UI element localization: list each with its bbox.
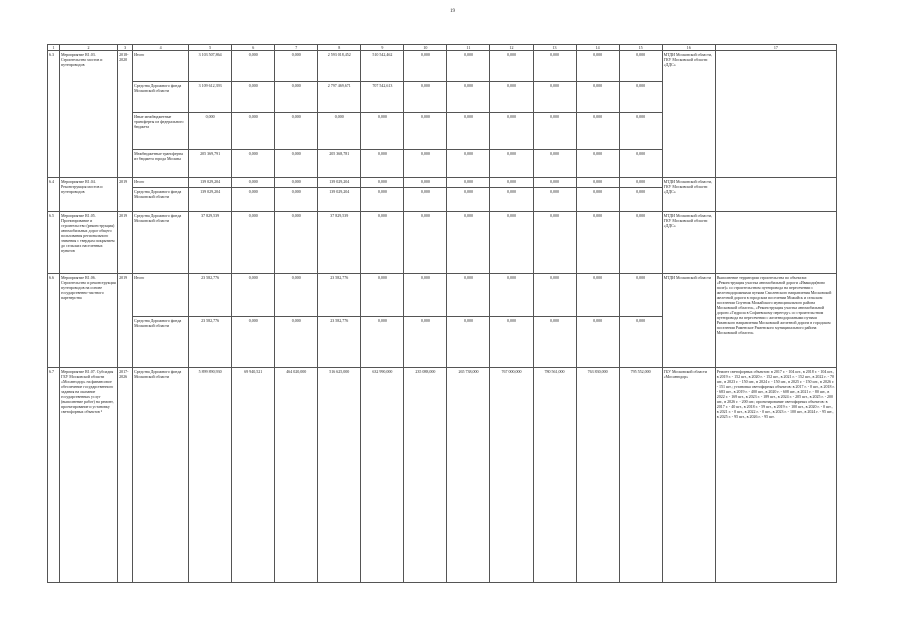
funding-value: 0,000 (533, 51, 576, 82)
activity-years: 2019 (118, 274, 133, 368)
funding-source: Иные межбюджетные трансферты из федерального бюджета (133, 113, 189, 150)
funding-value: 0,000 (576, 188, 619, 212)
column-number: 11 (447, 45, 490, 51)
funding-value: 0,000 (619, 317, 662, 368)
column-number: 6 (232, 45, 275, 51)
funding-value: 0,000 (232, 51, 275, 82)
funding-source: Средства Дорожного фонда Московской области (133, 188, 189, 212)
column-number: 14 (576, 45, 619, 51)
page-number: 19 (450, 9, 455, 14)
funding-value: 0,000 (447, 82, 490, 113)
funding-value: 0,000 (361, 113, 404, 150)
column-number: 5 (189, 45, 232, 51)
funding-value: 0,000 (576, 212, 619, 274)
funding-source: Итого (133, 51, 189, 82)
responsible-executor: МТДИ Московской области (662, 274, 715, 368)
funding-value: 0,000 (404, 150, 447, 178)
funding-value: 0,000 (533, 212, 576, 274)
activity-number: 6.7 (48, 368, 60, 583)
funding-value: 23 582,776 (189, 317, 232, 368)
funding-value: 0,000 (447, 51, 490, 82)
column-number: 7 (275, 45, 318, 51)
funding-value: 0,000 (361, 212, 404, 274)
funding-value: 0,000 (533, 178, 576, 188)
funding-value: 205 369,791 (189, 150, 232, 178)
expected-result: Выполнение территории строительства по объектам: «Реконструкция участка автомобильной дороги «Ивакиди(ново поле)» со строительством путепровода на пересечении с железнодорожными путями Смоленского направления Московской железной дороги в городском поселении Можайск и сельском поселении Спутник Можайского муниципального района Московской области», «Реконструкция участка автомобильной дороги «Гидрола в Софиевскому переезду» со строительством путепровода на пересечении с железнодорожными путями Рязанского направления Московской железной дороги в городском поселении Раменское Раменского муниципального района Московской области» (715, 274, 836, 368)
activity-years: 2018-2020 (118, 51, 133, 178)
funding-value: 0,000 (619, 82, 662, 113)
column-number: 4 (133, 45, 189, 51)
expected-result (715, 51, 836, 178)
funding-value: 763 830,000 (576, 368, 619, 583)
funding-value: 0,000 (275, 274, 318, 317)
funding-value: 0,000 (533, 274, 576, 317)
funding-value: 139 029,204 (318, 178, 361, 188)
funding-value: 3 103 507,864 (189, 51, 232, 82)
column-number: 13 (533, 45, 576, 51)
funding-value: 795 552,000 (619, 368, 662, 583)
funding-value: 0,000 (275, 82, 318, 113)
funding-value: 0,000 (361, 150, 404, 178)
funding-value: 0,000 (232, 188, 275, 212)
funding-value: 0,000 (404, 317, 447, 368)
funding-value: 0,000 (533, 317, 576, 368)
funding-value: 0,000 (576, 150, 619, 178)
activity-number: 6.4 (48, 178, 60, 212)
funding-value: 2 593 018,452 (318, 51, 361, 82)
funding-value: 0,000 (576, 113, 619, 150)
expected-result (715, 178, 836, 212)
funding-value: 0,000 (490, 178, 533, 188)
funding-value: 0,000 (490, 51, 533, 82)
funding-source: Межбюджетные трансферты из бюджета города Москвы (133, 150, 189, 178)
funding-value: 0,000 (275, 188, 318, 212)
funding-value: 0,000 (275, 51, 318, 82)
expected-result: Ремонт светофорных объектов: в 2017 г. - 104 шт., в 2018 г. - 104 шт., в 2019 г. - 152 шт., в 2020 г. - 152 шт., в 2021 г. - 152 шт., в 2022 г. - 70 шт., в 2023 г. - 150 шт., в 2024 г. - 150 шт., в 2025 г. - 150 шт., в 2026 г. - 151 шт.; установка светофорных объектов: в 2017 г. - 0 шт., в 2018 г. - 683 шт., в 2019 г. - 400 шт., в 2020 г. - 608 шт., в 2021 г. - 80 шт., в 2022 г. - 169 шт., в 2023 г. - 189 шт., в 2024 г. - 205 шт., в 2025 г. - 200 шт., в 2026 г. - 200 шт.; проектирование светофорных объектов: в 2017 г. - 40 шт., в 2018 г. - 59 шт., в 2019 г. - 100 шт., в 2020 г. - 0 шт., в 2021 г. - 0 шт., в 2022 г. - 0 шт., в 2023 г. - 100 шт., в 2024 г. - 95 шт., в 2025 г. - 95 шт., в 2026 г. - 95 шт. (715, 368, 836, 583)
funding-value: 516 625,000 (318, 368, 361, 583)
funding-value: 0,000 (533, 150, 576, 178)
funding-value: 0,000 (576, 51, 619, 82)
funding-value: 0,000 (619, 150, 662, 178)
funding-value: 0,000 (404, 188, 447, 212)
column-number: 16 (662, 45, 715, 51)
funding-value: 0,000 (447, 113, 490, 150)
funding-value: 0,000 (361, 188, 404, 212)
responsible-executor: МТДИ Московской области, ГКУ Московской области «ДДС» (662, 51, 715, 178)
funding-value: 0,000 (490, 113, 533, 150)
funding-value: 0,000 (619, 113, 662, 150)
funding-value: 235 088,000 (404, 368, 447, 583)
funding-value: 0,000 (576, 317, 619, 368)
funding-value: 0,000 (619, 51, 662, 82)
funding-value: 0,000 (619, 188, 662, 212)
funding-value: 205 368,781 (318, 150, 361, 178)
funding-value: 0,000 (447, 317, 490, 368)
funding-source: Средства Дорожного фонда Московской области (133, 212, 189, 274)
funding-value: 0,000 (619, 274, 662, 317)
funding-value: 0,000 (232, 150, 275, 178)
funding-value: 2 797 469,671 (318, 82, 361, 113)
funding-value: 139 029,204 (189, 188, 232, 212)
funding-value: 0,000 (576, 82, 619, 113)
funding-value: 0,000 (232, 113, 275, 150)
column-number: 8 (318, 45, 361, 51)
funding-source: Итого (133, 274, 189, 317)
funding-value: 0,000 (490, 317, 533, 368)
activity-title: Мероприятие R1.06. Строительство и реконструкция путепроводов на основе государственно-частного партнерства (60, 274, 118, 368)
funding-value: 510 542,462 (361, 51, 404, 82)
column-number: 2 (60, 45, 118, 51)
funding-value: 0,000 (490, 274, 533, 317)
funding-value: 707 542,613 (361, 82, 404, 113)
funding-value: 0,000 (404, 113, 447, 150)
funding-value: 0,000 (576, 274, 619, 317)
expected-result (715, 212, 836, 274)
column-number: 10 (404, 45, 447, 51)
responsible-executor: МТДИ Московской области, ГКУ Московской области «ДДС» (662, 178, 715, 212)
funding-value: 0,000 (275, 150, 318, 178)
funding-value: 37 829,539 (318, 212, 361, 274)
funding-value: 23 582,776 (318, 317, 361, 368)
funding-value: 139 029,204 (189, 178, 232, 188)
funding-value: 0,000 (361, 178, 404, 188)
funding-value: 0,000 (447, 274, 490, 317)
funding-source: Средства Дорожного фонда Московской области (133, 82, 189, 113)
activity-years: 2019 (118, 178, 133, 212)
funding-value: 265 738,000 (447, 368, 490, 583)
funding-value: 0,000 (232, 178, 275, 188)
funding-value: 0,000 (447, 212, 490, 274)
activity-title: Мероприятие R1.05. Проектирование и строительство (реконструкция) автомобильных дорог общего пользования регионального значения с твердым покрытием до сельских населенных пунктов (60, 212, 118, 274)
funding-value: 69 940,521 (232, 368, 275, 583)
table-row (48, 368, 837, 583)
funding-value: 0,000 (447, 188, 490, 212)
funding-value: 0,000 (232, 274, 275, 317)
table-row (48, 178, 837, 188)
funding-source: Итого (133, 178, 189, 188)
responsible-executor: ГБУ Московской области «Мосавтодор» (662, 368, 715, 583)
funding-value: 0,000 (232, 82, 275, 113)
funding-value: 0,000 (404, 51, 447, 82)
funding-value: 0,000 (189, 113, 232, 150)
table-row (48, 51, 837, 82)
column-number: 15 (619, 45, 662, 51)
funding-value: 5 899 890,930 (189, 368, 232, 583)
funding-value: 0,000 (447, 150, 490, 178)
funding-value: 0,000 (490, 212, 533, 274)
activity-title: Мероприятие R1.03. Строительство мостов и путепроводов (60, 51, 118, 178)
funding-value: 0,000 (404, 274, 447, 317)
activity-years: 2017-2026 (118, 368, 133, 583)
program-activities-table (47, 44, 837, 583)
funding-value: 780 561,000 (533, 368, 576, 583)
funding-value: 0,000 (533, 82, 576, 113)
funding-source: Средства Дорожного фонда Московской области (133, 368, 189, 583)
column-number: 1 (48, 45, 60, 51)
column-number: 17 (715, 45, 836, 51)
funding-source: Средства Дорожного фонда Московской области (133, 317, 189, 368)
funding-value: 0,000 (318, 113, 361, 150)
activity-number: 6.5 (48, 212, 60, 274)
activity-title: Мероприятие R1.07. Субсидия ГБУ Московской области «Мосавтодор» на финансовое обеспечение государственного задания на оказание государственных услуг (выполнение работ) на ремонт, проектирование и установку светофорных объектов ⁶ (60, 368, 118, 583)
responsible-executor: МТДИ Московской области, ГКУ Московской области «ДДС» (662, 212, 715, 274)
funding-value: 0,000 (490, 188, 533, 212)
funding-value: 0,000 (447, 178, 490, 188)
funding-value: 0,000 (275, 113, 318, 150)
funding-value: 0,000 (404, 82, 447, 113)
funding-value: 632 990,000 (361, 368, 404, 583)
funding-value: 139 029,204 (318, 188, 361, 212)
funding-value: 0,000 (404, 178, 447, 188)
activity-title: Мероприятие R1.04. Реконструкция мостов и путепроводов (60, 178, 118, 212)
funding-value: 0,000 (361, 274, 404, 317)
funding-value: 3 109 612,393 (189, 82, 232, 113)
funding-value: 0,000 (619, 178, 662, 188)
column-number: 12 (490, 45, 533, 51)
funding-value: 0,000 (533, 113, 576, 150)
funding-value: 0,000 (275, 317, 318, 368)
funding-value: 0,000 (275, 212, 318, 274)
column-number: 9 (361, 45, 404, 51)
funding-value: 0,000 (275, 178, 318, 188)
activity-number: 6.6 (48, 274, 60, 368)
funding-value: 0,000 (619, 212, 662, 274)
funding-value: 767 000,000 (490, 368, 533, 583)
funding-value: 464 020,000 (275, 368, 318, 583)
funding-value: 0,000 (533, 188, 576, 212)
funding-value: 0,000 (232, 317, 275, 368)
activity-years: 2019 (118, 212, 133, 274)
table-row (48, 212, 837, 274)
funding-value: 0,000 (361, 317, 404, 368)
activity-number: 6.3 (48, 51, 60, 178)
funding-value: 23 582,776 (318, 274, 361, 317)
funding-value: 0,000 (232, 212, 275, 274)
funding-value: 0,000 (576, 178, 619, 188)
funding-value: 0,000 (404, 212, 447, 274)
table-row (48, 274, 837, 317)
funding-value: 0,000 (490, 82, 533, 113)
funding-value: 0,000 (490, 150, 533, 178)
funding-value: 23 582,776 (189, 274, 232, 317)
funding-value: 37 829,539 (189, 212, 232, 274)
column-number: 3 (118, 45, 133, 51)
